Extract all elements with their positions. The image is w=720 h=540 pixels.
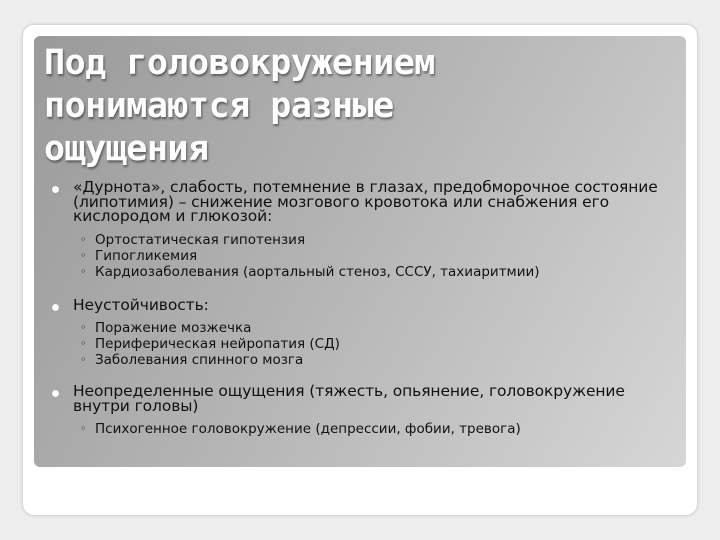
sub-bullet-icon: ◦	[80, 232, 87, 246]
bullet-text: Неустойчивость:	[73, 295, 209, 314]
sub-bullet-item	[80, 352, 682, 368]
sub-bullet-text: Периферическая нейропатия (СД)	[95, 336, 340, 352]
sub-bullet-text: Кардиозаболевания (аортальный стеноз, СССУ, тахиаритмии)	[95, 263, 540, 280]
sub-bullet-icon: ◦	[80, 353, 87, 366]
sub-bullet-list	[73, 421, 682, 437]
bullet-icon	[52, 304, 59, 311]
bullet-text: «Дурнота», слабость, потемнение в глазах, предобморочное состояние (липотимия) – снижение мозгового кровотока или снабжения его кислородом и глюкозой:	[73, 178, 658, 225]
sub-bullet-icon: ◦	[80, 248, 87, 262]
sub-bullet-item	[80, 232, 682, 248]
sub-bullet-icon: ◦	[80, 337, 87, 350]
sub-bullet-icon: ◦	[80, 264, 87, 278]
sub-bullet-text: Гипогликемия	[95, 247, 198, 264]
bullet-list	[52, 180, 682, 437]
bullet-item	[52, 295, 682, 369]
bullet-text: Неопределенные ощущения (тяжесть, опьянение, головокружение внутри головы)	[73, 382, 625, 415]
sub-bullet-text: Психогенное головокружение (депрессии, фобии, тревога)	[95, 421, 521, 437]
bullet-icon	[52, 390, 59, 397]
bullet-item	[52, 384, 682, 437]
sub-bullet-list	[73, 320, 682, 368]
slide-title: Под головокружением понимаются разные ощущения	[44, 43, 435, 169]
sub-bullet-list	[73, 232, 682, 280]
sub-bullet-text: Заболевания спинного мозга	[95, 352, 304, 368]
bullet-icon	[52, 186, 59, 193]
sub-bullet-icon: ◦	[80, 321, 87, 334]
sub-bullet-item	[80, 264, 682, 280]
sub-bullet-text: Ортостатическая гипотензия	[95, 231, 306, 248]
sub-bullet-item	[80, 336, 682, 352]
sub-bullet-item	[80, 320, 682, 336]
sub-bullet-item	[80, 248, 682, 264]
sub-bullet-text: Поражение мозжечка	[95, 320, 252, 336]
sub-bullet-icon: ◦	[80, 422, 87, 435]
sub-bullet-item	[80, 421, 682, 437]
bullet-item	[52, 180, 682, 280]
